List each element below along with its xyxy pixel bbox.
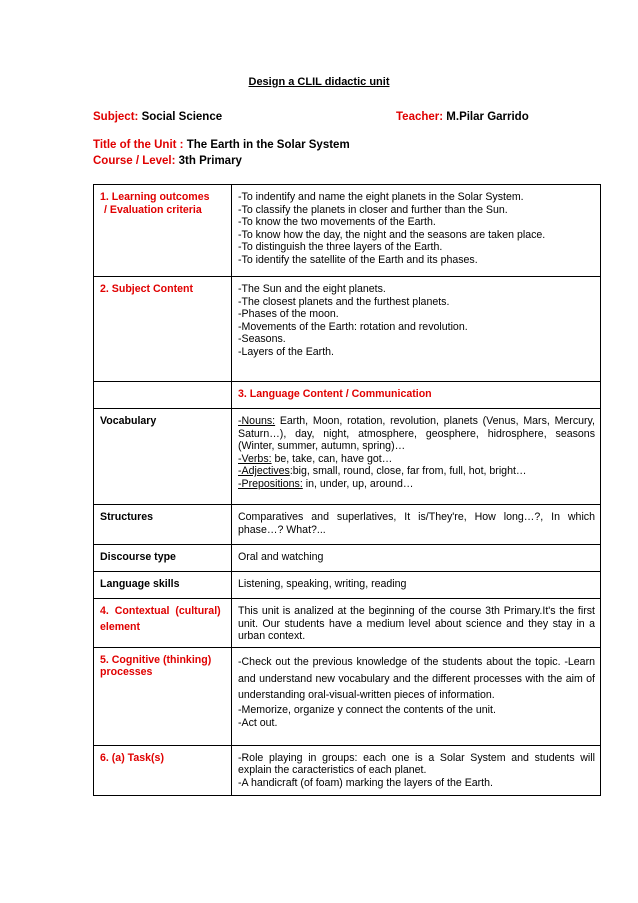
learning-outcomes-label: 1. Learning outcomes / Evaluation criteria (94, 185, 232, 277)
teacher-line (396, 111, 529, 123)
tasks-label: 6. (a) Task(s) (94, 745, 232, 795)
teacher-value: M.Pilar Garrido (446, 111, 529, 123)
unit-table (93, 184, 601, 796)
unit-title-line (93, 139, 350, 151)
subject-content-content: -The Sun and the eight planets. -The closest planets and the furthest planets. -Phases of the moon. -Movements of the Earth: rotation and revolution. -Seasons. -Layers of the Earth. (232, 277, 601, 382)
structures-content: Comparatives and superlatives, It is/They're, How long…?, In which phase…? What?... (232, 505, 601, 545)
course-line (93, 155, 242, 167)
row-structures (94, 505, 601, 545)
row-language-skills (94, 572, 601, 599)
course-label: Course / Level: (93, 155, 176, 167)
nouns-label: -Nouns: (238, 415, 276, 427)
tasks-content: -Role playing in groups: each one is a Solar System and students will explain the caracteristics of each planet. -A handicraft (of foam) marking the layers of the Earth. (232, 745, 601, 795)
course-value: 3th Primary (178, 155, 242, 167)
subject-line (93, 111, 222, 123)
row-tasks (94, 745, 601, 795)
verbs-text: be, take, can, have got… (271, 452, 393, 465)
subject-value: Social Science (141, 111, 223, 123)
row-language-content (94, 382, 601, 409)
verbs-label: -Verbs: (238, 452, 272, 465)
prepositions-text: in, under, up, around… (302, 477, 414, 490)
structures-label: Structures (94, 505, 232, 545)
vocabulary-label: Vocabulary (94, 409, 232, 505)
vocabulary-content (232, 409, 601, 505)
row-vocabulary (94, 409, 601, 505)
row-learning-outcomes (94, 185, 601, 277)
unit-title-value: The Earth in the Solar System (186, 139, 350, 151)
subject-content-label: 2. Subject Content (94, 277, 232, 382)
discourse-type-label: Discourse type (94, 545, 232, 572)
contextual-element-content: This unit is analized at the beginning of the course 3th Primary.It's the first unit. Our students have a medium level about science and they stay in a urban context. (232, 599, 601, 648)
row-discourse-type (94, 545, 601, 572)
prepositions-label: -Prepositions: (238, 477, 303, 490)
unit-title-label: Title of the Unit : (93, 139, 184, 151)
row-cognitive-processes (94, 647, 601, 745)
adjectives-label: -Adjectives (238, 465, 290, 478)
language-content-blank (94, 382, 232, 409)
row-contextual-element (94, 599, 601, 648)
cognitive-processes-content: -Check out the previous knowledge of the students about the topic. -Learn and understand new vocabulary and the different processes with the aim of understanding oral-visual-written pieces of information. -Memorize, organize y connect the contents of the unit. -Act out. (232, 647, 601, 745)
contextual-element-label: 4. Contextual (cultural) element (94, 599, 232, 648)
discourse-type-content: Oral and watching (232, 545, 601, 572)
language-content-heading: 3. Language Content / Communication (232, 382, 601, 409)
subject-label: Subject: (93, 111, 139, 123)
adjectives-text: :big, small, round, close, far from, full, hot, bright… (289, 465, 527, 478)
language-skills-content: Listening, speaking, writing, reading (232, 572, 601, 599)
row-subject-content (94, 277, 601, 382)
nouns-text: Earth, Moon, rotation, revolution, planets (Venus, Mars, Mercury, Saturn…), day, night, atmosphere, geosphere, hidrosphere, seasons (Winter, summer, autumn, spring)… (238, 415, 595, 453)
teacher-label: Teacher: (396, 111, 444, 123)
document-title: Design a CLIL didactic unit (248, 76, 390, 88)
learning-outcomes-content: -To indentify and name the eight planets in the Solar System. -To classify the planets in closer and further than the Sun. -To know the two movements of the Earth. -To know how the day, the night and the seasons are taken place. -To distinguish the three layers of the Earth. -To identify the satellite of the Earth and its phases. (232, 185, 601, 277)
language-skills-label: Language skills (94, 572, 232, 599)
cognitive-processes-label: 5. Cognitive (thinking) processes (94, 647, 232, 745)
